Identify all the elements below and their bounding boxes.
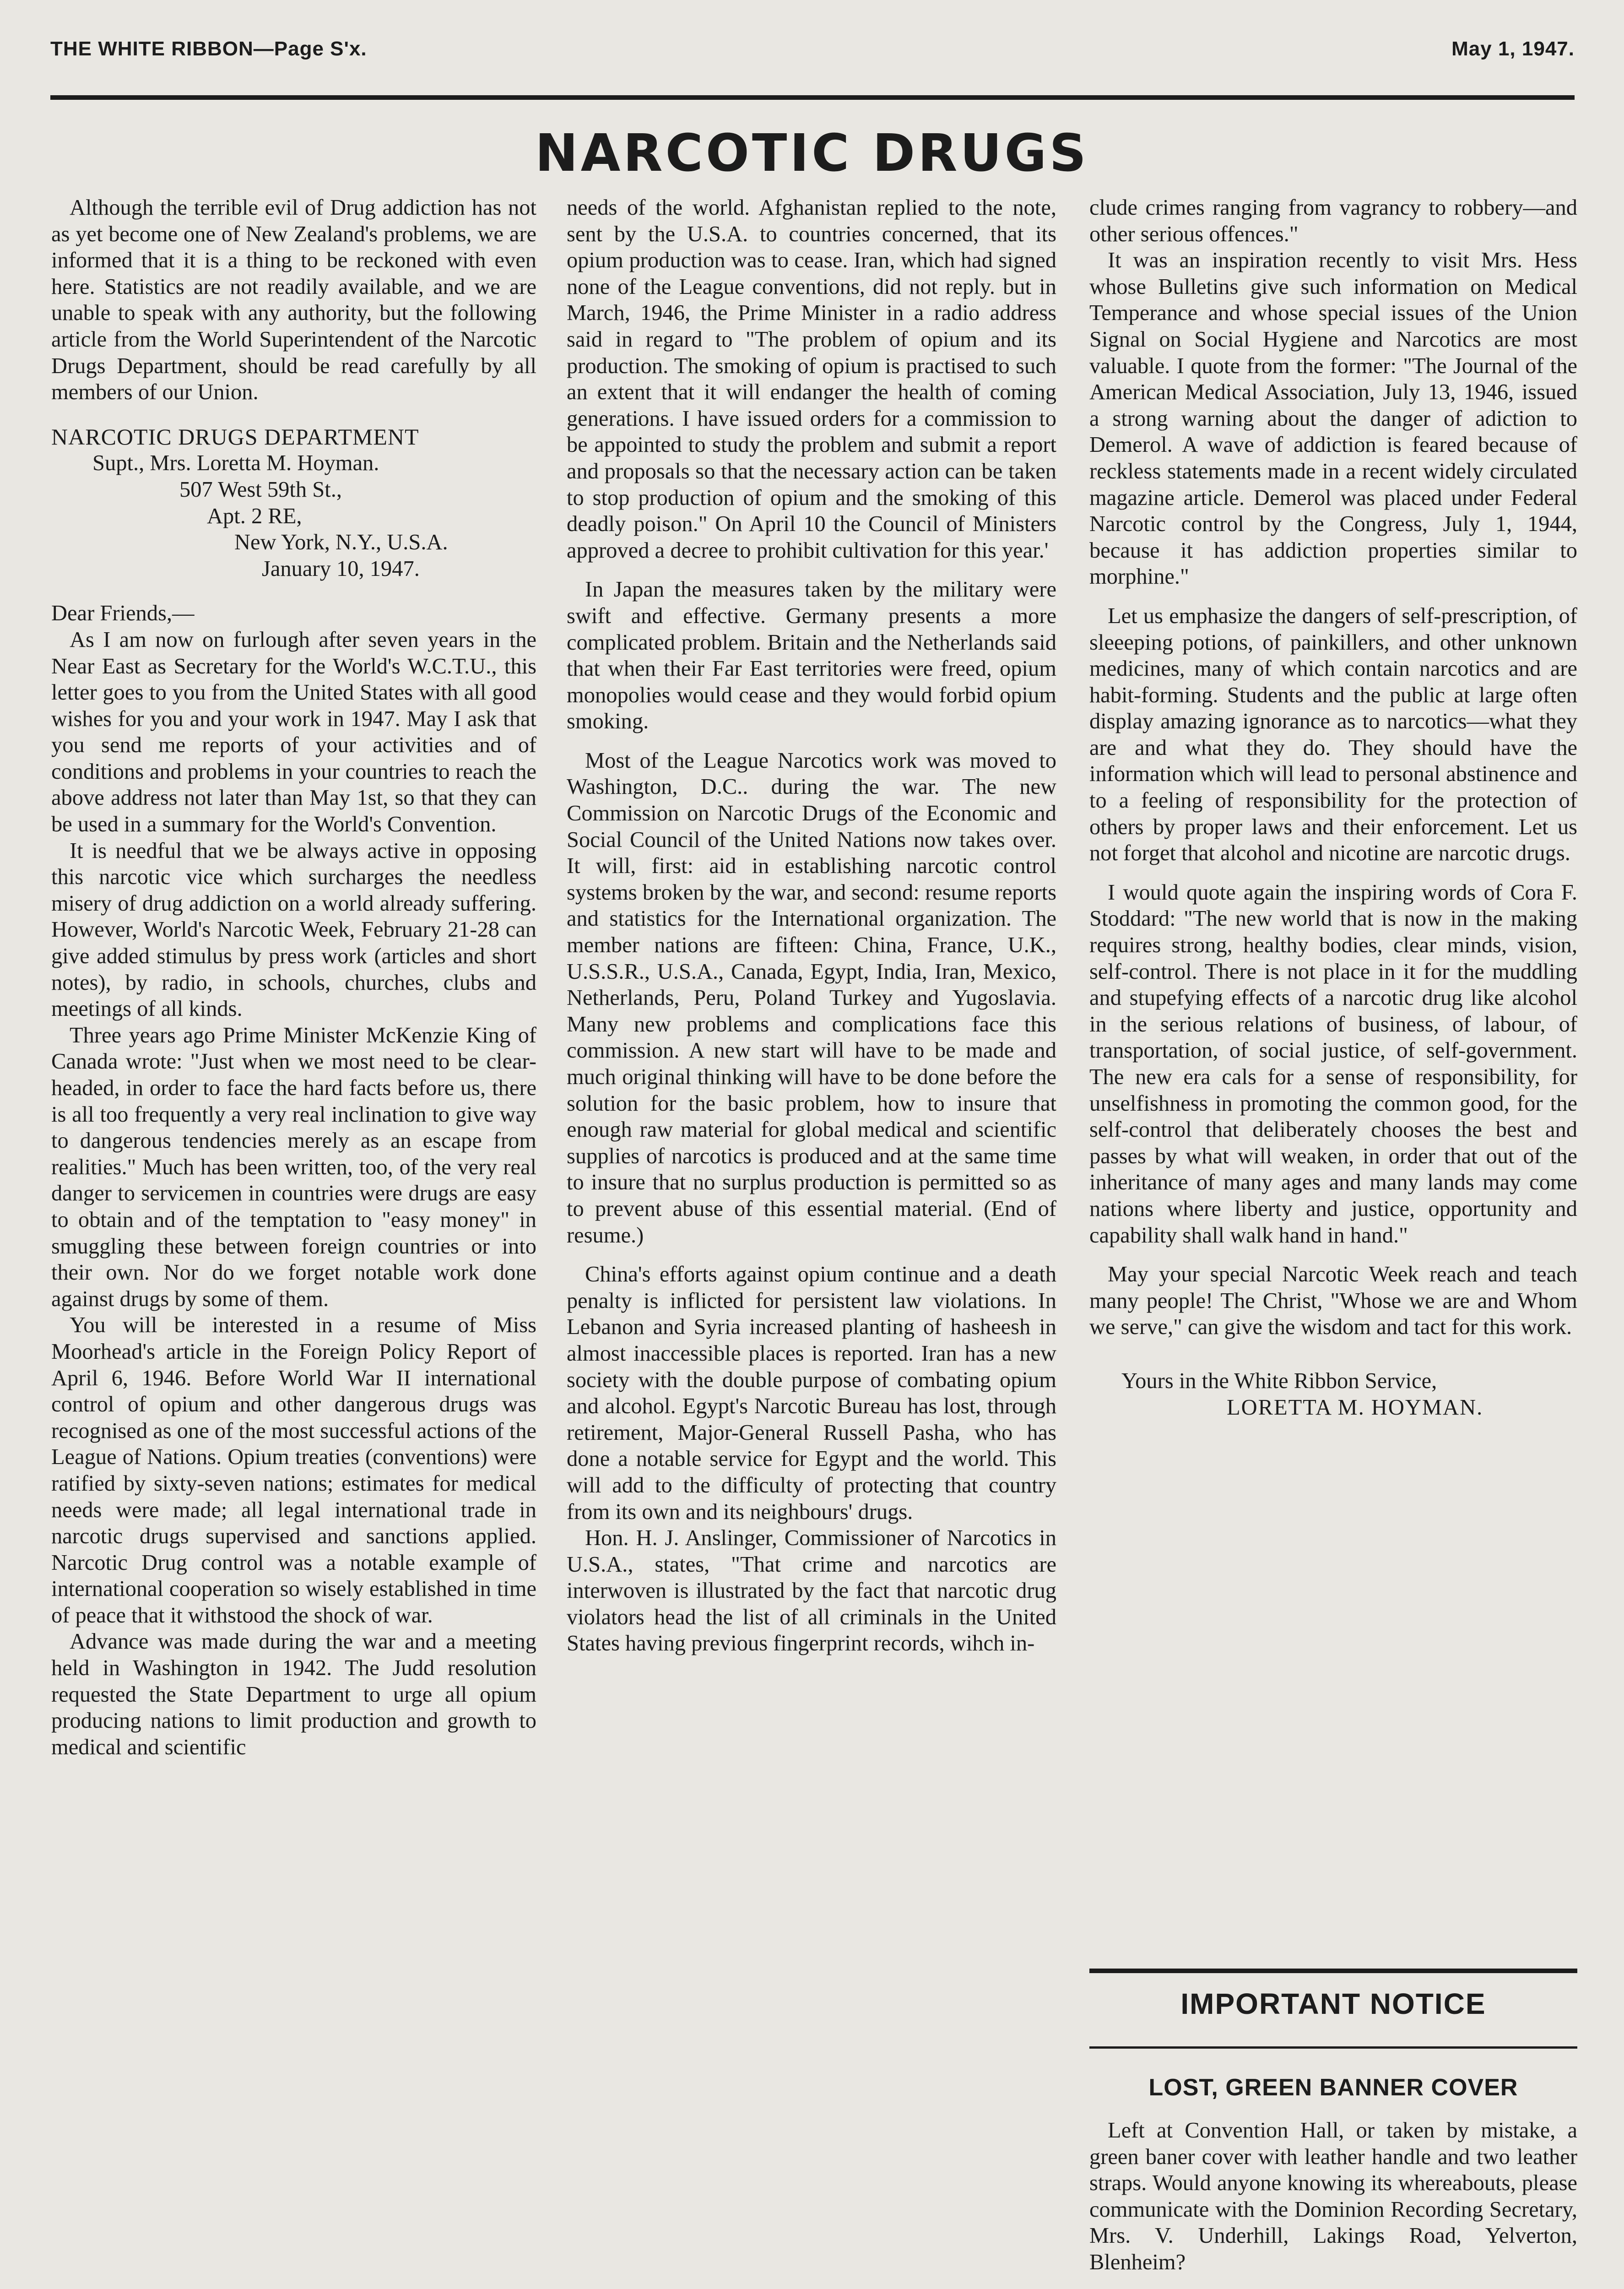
signature: LORETTA M. HOYMAN. bbox=[1227, 1395, 1483, 1420]
body-paragraph: Hon. H. J. Anslinger, Commissioner of Narcotics in U.S.A., states, "That crime and narcotics are interwoven is illustrated by the fact that narcotic drug violators head the list of all criminals in the United States having previous fingerprint records, wihch in- bbox=[567, 1526, 1056, 1656]
letter-date: January 10, 1947. bbox=[262, 556, 420, 581]
page-header bbox=[50, 38, 1575, 79]
body-paragraph: May your special Narcotic Week reach and teach many people! The Christ, "Whose we are and Whom we serve," can give the wisdom and tact for this work. bbox=[1089, 1262, 1577, 1340]
article-title: NARCOTIC DRUGS bbox=[535, 124, 1089, 183]
body-paragraph: It was an inspiration recently to visit Mrs. Hess whose Bulletins give such information on Medical Temperance and whose special issues of the Union Signal on Social Hygiene and Narcotics are most valuable. I quote from the former: "The Journal of the American Medical Association, July 13, 1946, issued a strong warning about the danger of adiction to Demerol. A wave of addiction is feared because of reckless statements made in a recent widely circulated magazine article. Demerol was placed under Federal Narcotic control by the Congress, July 1, 1944, because it has addiction properties similar to morphine." bbox=[1089, 248, 1577, 589]
column-1 bbox=[51, 195, 536, 2289]
body-paragraph: Advance was made during the war and a meeting held in Washington in 1942. The Judd resolution requested the State Department to urge all opium producing nations to limit production and growth to medical and scientific bbox=[51, 1629, 536, 1759]
body-paragraph: Let us emphasize the dangers of self-prescription, of sleeeping potions, of painkillers, and other unknown medicines, many of which contain narcotics and are habit-forming. Students and the public at large often display amazing ignorance as to narcotics—what they are and what they do. They should have the information which will lead to personal abstinence and to a feeling of responsibility for the protection of others by proper laws and their enforcement. Let us not forget that alcohol and nicotine are narcotic drugs. bbox=[1089, 603, 1577, 866]
intro-paragraph: Although the terrible evil of Drug addiction has not as yet become one of New Zealand's problems, we are informed that it is a thing to be reckoned with even here. Statistics are not readily available, and we are unable to speak with any authority, but the following article from the World Superintendent of the Narcotic Drugs Department, should be read carefully by all members of our Union. bbox=[51, 195, 536, 405]
body-paragraph: Three years ago Prime Minister McKenzie King of Canada wrote: "Just when we most need to be clear-headed, in order to face the hard facts before us, there is all too frequently a very real inclination to give way to dangerous tendencies merely as an escape from realities." Much has been written, too, of the very real danger to servicemen in countries were drugs are easy to obtain and of the temptation to "easy money" in smuggling these between foreign countries or into their own. Nor do we forget notable work done against drugs by some of them. bbox=[51, 1023, 536, 1311]
notice-subtitle: LOST, GREEN BANNER COVER bbox=[1148, 2074, 1518, 2101]
address-line-1: 507 West 59th St., bbox=[179, 477, 342, 502]
notice-top-rule bbox=[1089, 1969, 1577, 1973]
department-address-block bbox=[51, 424, 536, 582]
address-line-3: New York, N.Y., U.S.A. bbox=[234, 530, 448, 555]
body-paragraph: Most of the League Narcotics work was moved to Washington, D.C.. during the war. The new Commission on Narcotic Drugs of the Economic and Social Council of the United Nations now takes over. It will, first: aid in establishing narcotic control systems broken by the war, and second: resume reports and statistics for the International organization. The member nations are fifteen: China, France, U.K., U.S.S.R., U.S.A., Canada, Egypt, India, Iran, Mexico, Netherlands, Peru, Poland Turkey and Yugoslavia. Many new problems and complications face this commission. A new start will have to be made and much original thinking will have to be done before the solution for the basic problem, how to insure that enough raw material for global medical and scientific supplies of narcotics is produced and at the same time to insure that no surplus production is permitted so as to prevent abuse of this essential material. (End of resume.) bbox=[567, 748, 1056, 1248]
column-3 bbox=[1089, 195, 1577, 2003]
department-heading: NARCOTIC DRUGS DEPARTMENT bbox=[51, 423, 419, 450]
body-paragraph: In Japan the measures taken by the military were swift and effective. Germany presents a more complicated problem. Britain and the Netherlands said that when their Far East territories were freed, opium monopolies would cease and they would forbid opium smoking. bbox=[567, 577, 1056, 734]
notice-paragraph: Left at Convention Hall, or taken by mistake, a green baner cover with leather handle and two leather straps. Would anyone knowing its whereabouts, please communicate with the Dominion Recording Secretary, Mrs. V. Underhill, Lakings Road, Yelverton, Blenheim? bbox=[1089, 2118, 1577, 2274]
body-paragraph: clude crimes ranging from vagrancy to robbery—and other serious offences." bbox=[1089, 195, 1577, 246]
body-paragraph: It is needful that we be always active in opposing this narcotic vice which surcharges the needless misery of drug addiction on a world already suffering. However, World's Narcotic Week, February 21-28 can give added stimulus by press work (articles and short notes), by radio, in schools, churches, clubs and meetings of all kinds. bbox=[51, 838, 536, 1021]
body-paragraph: needs of the world. Afghanistan replied to the note, sent by the U.S.A. to countries concerned, that its opium production was to cease. Iran, which had signed none of the League conventions, did not reply. but in March, 1946, the Prime Minister in a radio address said in regard to "The problem of opium and its production. The smoking of opium is practised to such an extent that it will endanger the health of coming generations. I have issued orders for a commission to be appointed to study the problem and submit a report and proposals so that the necessary action can be taken to stop production of opium and the smoking of this deadly poison." On April 10 the Council of Ministers approved a decree to prohibit cultivation for this year.' bbox=[567, 195, 1056, 563]
superintendent-name: Supt., Mrs. Loretta M. Hoyman. bbox=[92, 451, 379, 476]
issue-date: May 1, 1947. bbox=[1451, 38, 1575, 60]
body-paragraph: You will be interested in a resume of Miss Moorhead's article in the Foreign Policy Report of April 6, 1946. Before World War II international control of opium and other dangerous drugs was recognised as one of the most successful actions of the League of Nations. Opium treaties (conventions) were ratified by sixty-seven nations; estimates for medical needs were made; all legal international trade in narcotic drugs supervised and sanctions applied. Narcotic Drug control was a notable example of international cooperation so wisely established in time of peace that it withstood the shock of war. bbox=[51, 1313, 536, 1627]
column-2 bbox=[567, 195, 1056, 2289]
address-line-2: Apt. 2 RE, bbox=[207, 504, 302, 528]
salutation: Dear Friends,— bbox=[51, 601, 195, 626]
notice-body bbox=[1089, 2117, 1577, 2276]
notice-divider bbox=[1089, 2046, 1577, 2049]
header-rule bbox=[50, 95, 1575, 100]
notice-title: IMPORTANT NOTICE bbox=[1180, 1987, 1486, 2020]
closing-line: Yours in the White Ribbon Service, bbox=[1121, 1368, 1437, 1393]
letter-closing bbox=[1089, 1368, 1577, 1421]
body-paragraph: I would quote again the inspiring words of Cora F. Stoddard: "The new world that is now in the making requires strong, healthy bodies, clear minds, vision, self-control. There is not place in it for the muddling and stupefying effects of a narcotic drug like alcohol in the serious relations of business, of labour, of transportation, of social justice, of self-government. The new era cals for a sense of responsibility, for unselfishness in promoting the common good, for the self-control that deliberately chooses the best and passes by what will weaken, in order that out of the inheritance of many ages and many lands may come nations where liberty and justice, opportunity and capability shall walk hand in hand." bbox=[1089, 880, 1577, 1248]
body-paragraph: China's efforts against opium continue and a death penalty is inflicted for persistent law violations. In Lebanon and Syria increased planting of hasheesh in almost inaccessible places is reported. Iran has a new society with the double purpose of combating opium and alcohol. Egypt's Narcotic Bureau has lost, through retirement, Major-General Russell Pasha, who has done a notable service for Egypt and the world. This will add to the difficulty of protecting that country from its own and its neighbours' drugs. bbox=[567, 1262, 1056, 1524]
body-paragraph: As I am now on furlough after seven years in the Near East as Secretary for the World's W.C.T.U., this letter goes to you from the United States with all good wishes for you and your work in 1947. May I ask that you send me reports of your activities and of conditions and problems in your countries to reach the above address not later than May 1st, so that they can be used in a summary for the World's Convention. bbox=[51, 627, 536, 837]
running-head: THE WHITE RIBBON—Page S'x. bbox=[50, 38, 367, 60]
